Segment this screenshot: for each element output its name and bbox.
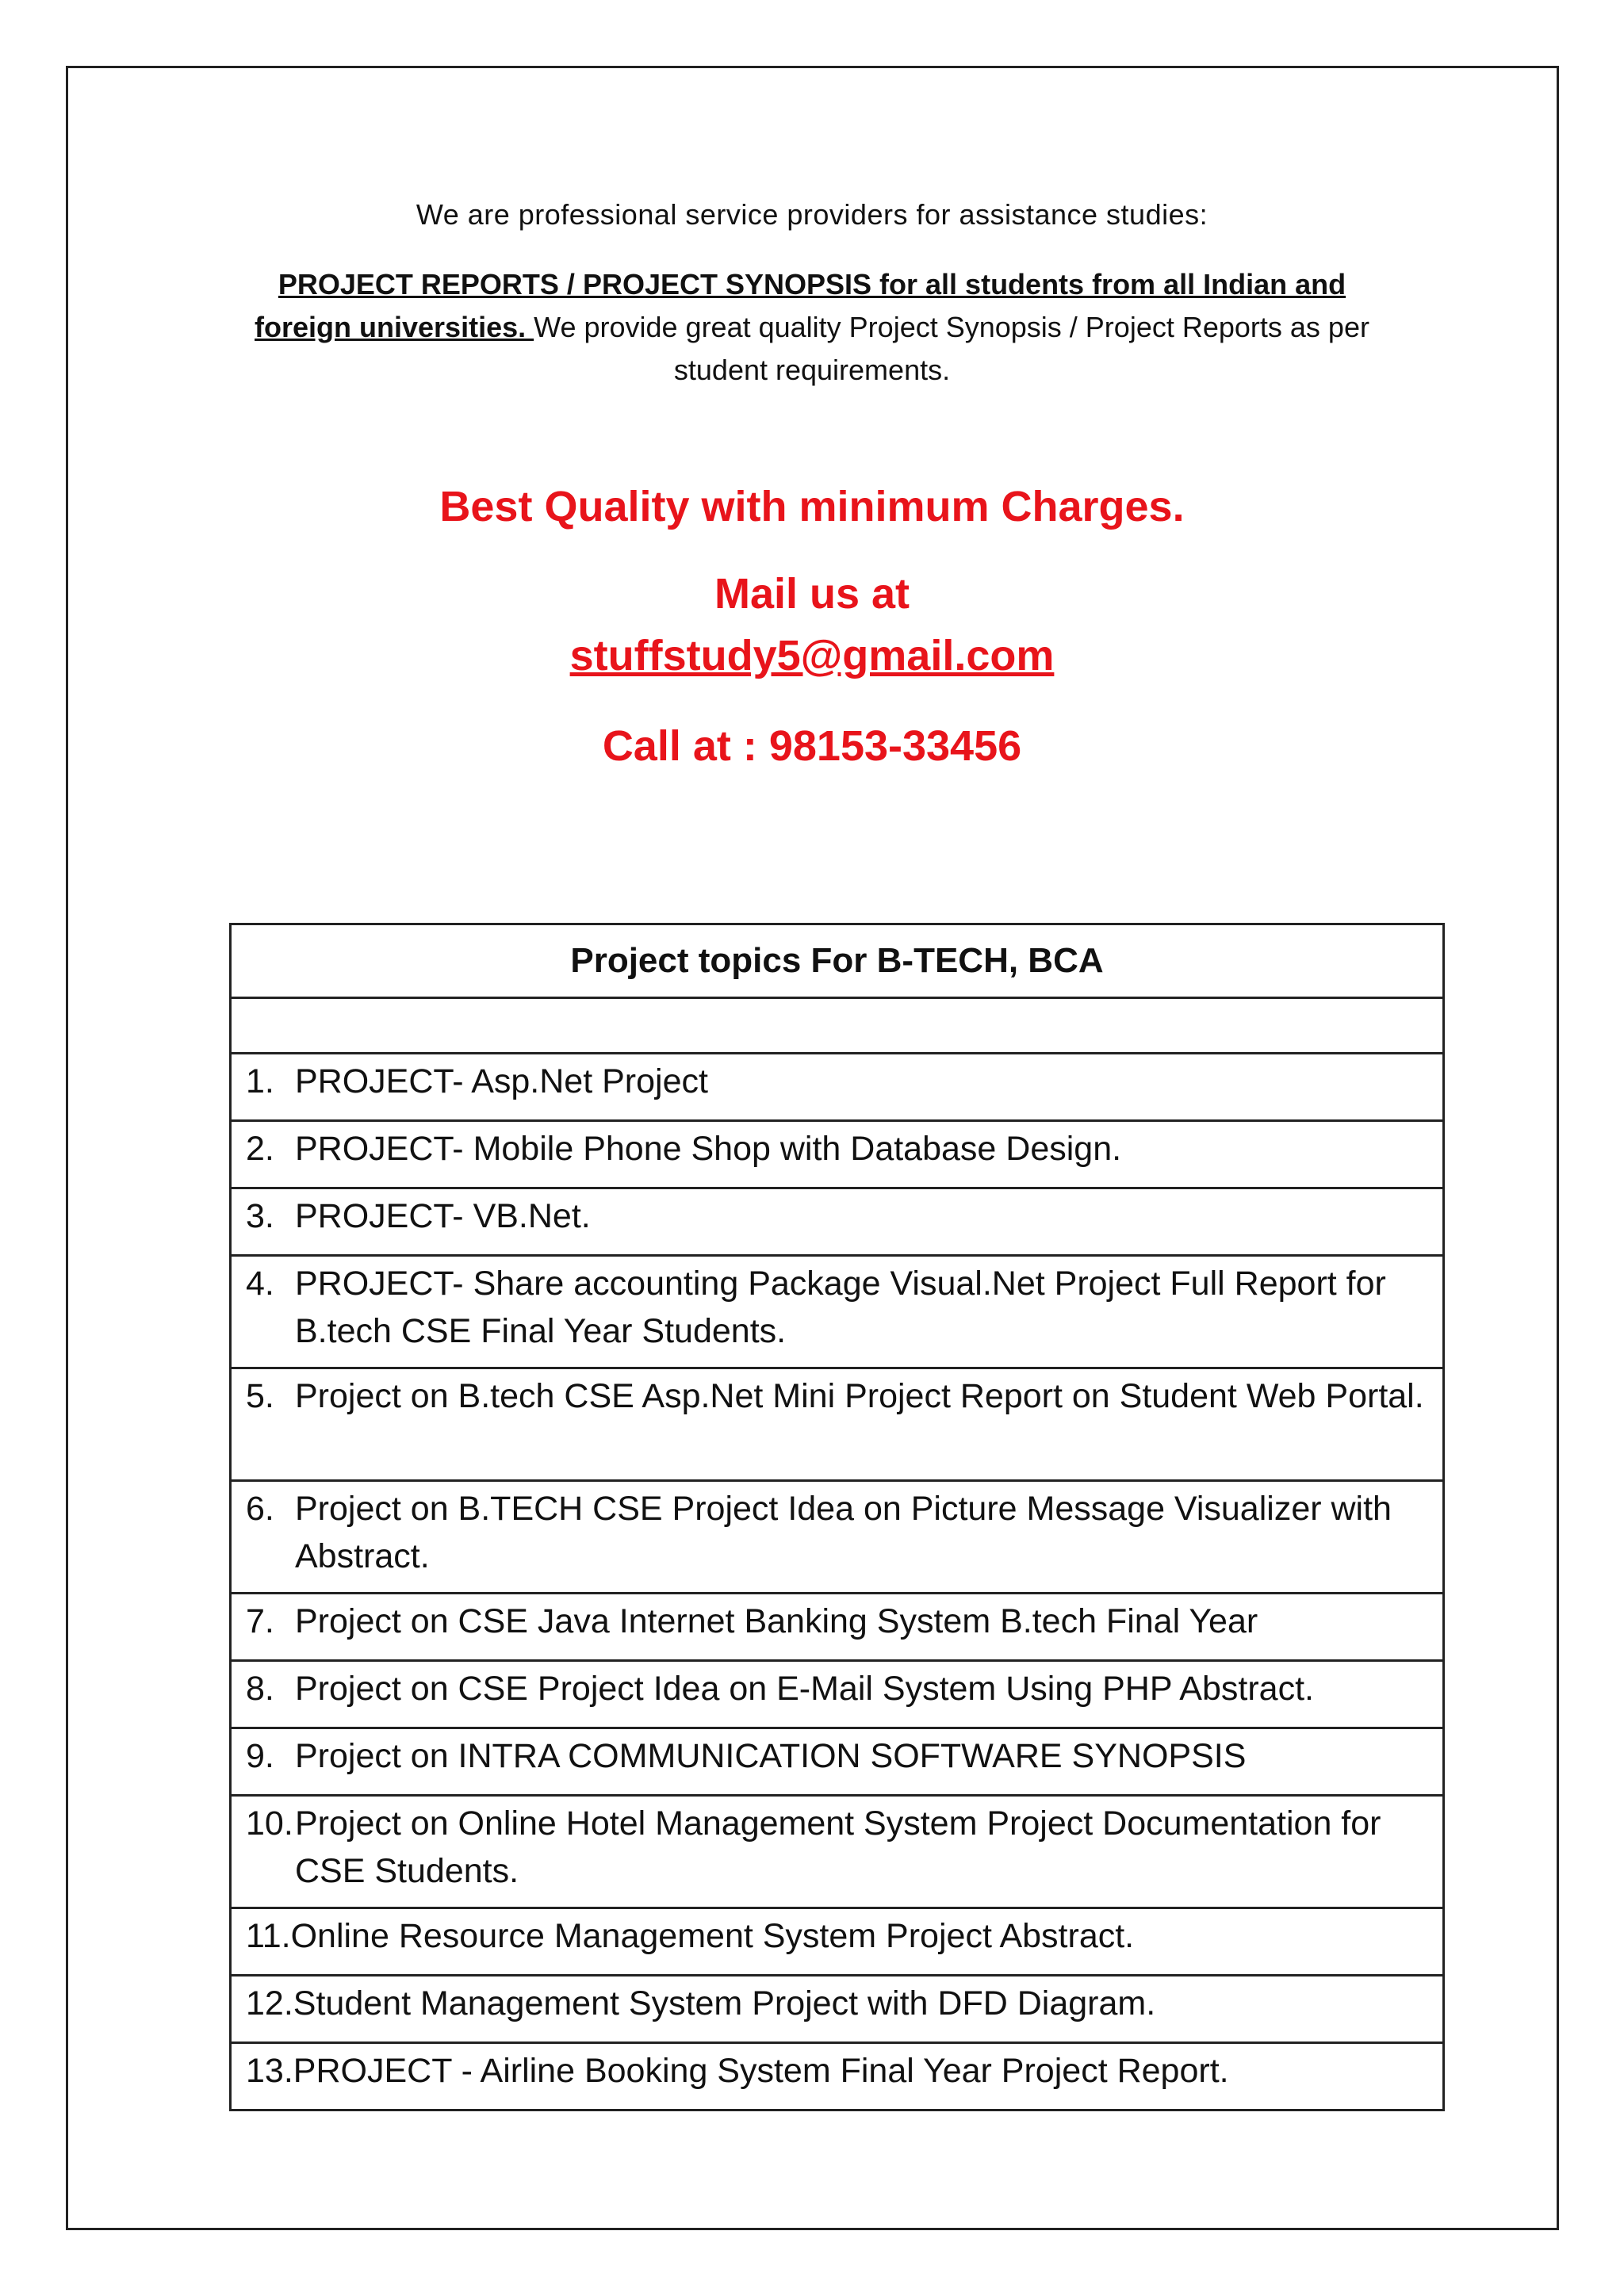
- table-row: [231, 1256, 1444, 1368]
- blank-row: [231, 998, 1444, 1054]
- mail-label: Mail us at: [714, 570, 910, 618]
- row-text: Project on B.tech CSE Asp.Net Mini Project Report on Student Web Portal.: [295, 1377, 1424, 1415]
- row-number: 6.: [246, 1490, 274, 1528]
- table-row: [231, 1054, 1444, 1121]
- row-number: 3.: [246, 1197, 274, 1235]
- row-text: Project on B.TECH CSE Project Idea on Picture Message Visualizer with Abstract.: [295, 1490, 1392, 1575]
- row-text: PROJECT- Asp.Net Project: [295, 1062, 708, 1100]
- table-row: [231, 1594, 1444, 1661]
- row-text: Project on CSE Java Internet Banking System B.tech Final Year: [295, 1602, 1258, 1640]
- row-text: Project on CSE Project Idea on E-Mail System Using PHP Abstract.: [295, 1670, 1314, 1708]
- row-number: 2.: [246, 1130, 274, 1168]
- row-text: PROJECT - Airline Booking System Final Year Project Report.: [293, 2052, 1229, 2090]
- table-row: [231, 2043, 1444, 2110]
- row-number: 10.: [246, 1804, 293, 1843]
- table-header: Project topics For B-TECH, BCA: [231, 924, 1444, 998]
- row-text: Student Management System Project with DFD Diagram.: [293, 1984, 1156, 2022]
- table-row: [231, 1481, 1444, 1594]
- row-number: 7.: [246, 1602, 274, 1640]
- intro-heading: PROJECT REPORTS / PROJECT SYNOPSIS for all students from all Indian and foreign universities.: [255, 268, 1346, 343]
- row-text: PROJECT- VB.Net.: [295, 1197, 591, 1235]
- row-number: 8.: [246, 1670, 274, 1708]
- intro-line: We are professional service providers for assistance studies:: [416, 198, 1208, 231]
- row-number: 11.: [246, 1917, 291, 1955]
- row-number: 4.: [246, 1265, 274, 1303]
- row-text: PROJECT- Share accounting Package Visual.Net Project Full Report for B.tech CSE Final Year Students.: [295, 1265, 1386, 1350]
- row-text: Project on Online Hotel Management System Project Documentation for CSE Students.: [295, 1804, 1381, 1890]
- project-topics-table: [229, 923, 1445, 2111]
- table-row: [231, 1908, 1444, 1976]
- table-row: [231, 1121, 1444, 1188]
- row-number: 1.: [246, 1062, 274, 1100]
- tagline: Best Quality with minimum Charges.: [439, 483, 1185, 530]
- row-number: 5.: [246, 1377, 274, 1415]
- table-row: [231, 1796, 1444, 1908]
- intro-description: We provide great quality Project Synopsis / Project Reports as per student requirements.: [534, 311, 1369, 386]
- table-row: [231, 1188, 1444, 1256]
- row-text: Online Resource Management System Project Abstract.: [290, 1917, 1135, 1955]
- intro-paragraph: [226, 263, 1398, 392]
- row-text: Project on INTRA COMMUNICATION SOFTWARE SYNOPSIS: [295, 1737, 1247, 1775]
- row-number: 13.: [246, 2052, 293, 2090]
- row-number: 9.: [246, 1737, 274, 1775]
- email-link[interactable]: stuffstudy5@gmail.com: [569, 632, 1055, 679]
- table-row: [231, 1661, 1444, 1728]
- table-row: [231, 1976, 1444, 2043]
- phone-line: Call at : 98153-33456: [602, 722, 1022, 770]
- row-number: 12.: [246, 1984, 293, 2022]
- row-text: PROJECT- Mobile Phone Shop with Database Design.: [295, 1130, 1122, 1168]
- table-row: [231, 1368, 1444, 1481]
- table-row: [231, 1728, 1444, 1796]
